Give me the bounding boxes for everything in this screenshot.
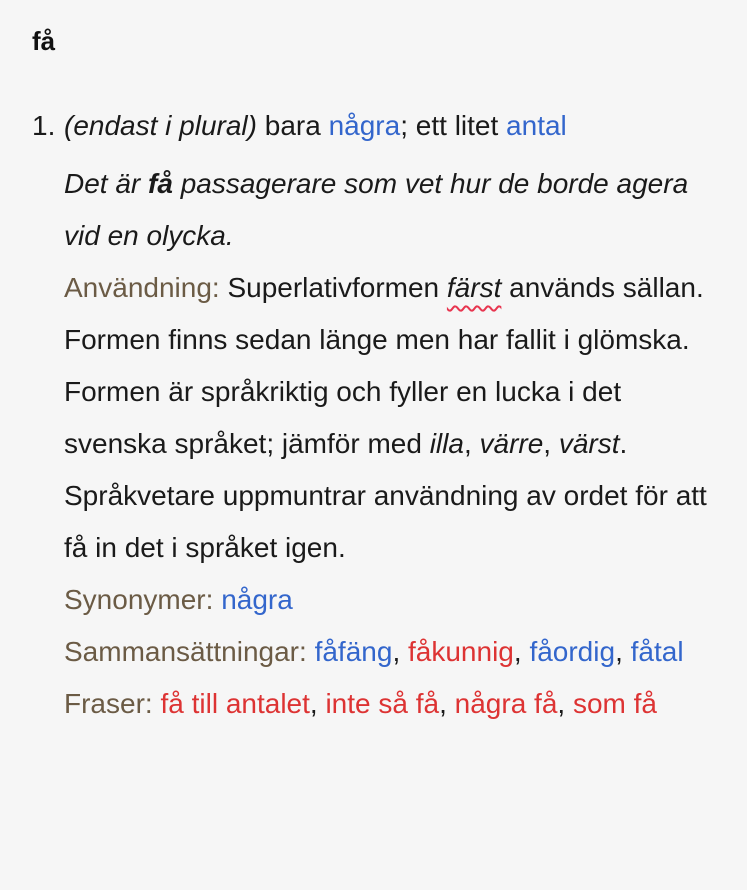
definition-line (64, 106, 729, 146)
compounds-row: Sammansättningar: fåfäng, fåkunnig, fåordig, fåtal (64, 636, 684, 667)
phrases-label: Fraser: (64, 688, 153, 719)
compound-link[interactable]: fåkunnig (408, 636, 514, 667)
grammar-qualifier: (endast i plural) (64, 110, 257, 141)
example-part1: Det är (64, 168, 141, 199)
usage-label: Användning: (64, 272, 220, 303)
phrases-row: Fraser: få till antalet, inte så få, några få, som få (64, 688, 657, 719)
phrase-link[interactable]: några få (454, 688, 558, 719)
definition-block (64, 106, 729, 730)
compound-link[interactable]: fåtal (630, 636, 684, 667)
definition-text-mid: ; ett litet (400, 110, 499, 141)
phrase-link[interactable]: som få (572, 688, 657, 719)
form-illa: illa (429, 428, 464, 459)
usage-text3: . Språkvetare uppmuntrar användning av ordet för att få in det i språket igen. (64, 428, 707, 563)
synonym-link[interactable]: några (221, 584, 293, 615)
flagged-word: färst (446, 272, 502, 303)
compound-link[interactable]: fåfäng (314, 636, 393, 667)
example-part2: passagerare som vet hur de borde agera vid en olycka. (64, 168, 689, 251)
definition-number: 1. (32, 110, 56, 141)
synonyms-label: Synonymer: (64, 584, 214, 615)
definition-text: bara (264, 110, 321, 141)
phrase-link[interactable]: få till antalet (160, 688, 310, 719)
synonyms-row (64, 574, 729, 626)
headword: få (32, 26, 56, 56)
compound-link[interactable]: fåordig (529, 636, 616, 667)
usage-note: Användning: Superlativformen färst används sällan. Formen finns sedan länge men har fallit i glömska. Formen är språkriktig och fyller en lucka i det svenska språket; jämför med illa, värre, värst. Språkvetare uppmuntrar användning av ordet för att få in det i språket igen. (64, 272, 707, 563)
link-nagra[interactable]: några (328, 110, 401, 141)
usage-text1: Superlativformen (227, 272, 440, 303)
compounds-label: Sammansättningar: (64, 636, 307, 667)
link-antal[interactable]: antal (506, 110, 567, 141)
example-bold-word: få (148, 168, 173, 199)
usage-text2: används sällan. Formen finns sedan länge men har fallit i glömska. Formen är språkriktig och fyller en lucka i det svenska språket; jämför med (64, 272, 704, 459)
phrase-link[interactable]: inte så få (325, 688, 440, 719)
form-varst: värst (558, 428, 620, 459)
example-sentence (64, 158, 729, 262)
form-varre: värre (479, 428, 544, 459)
